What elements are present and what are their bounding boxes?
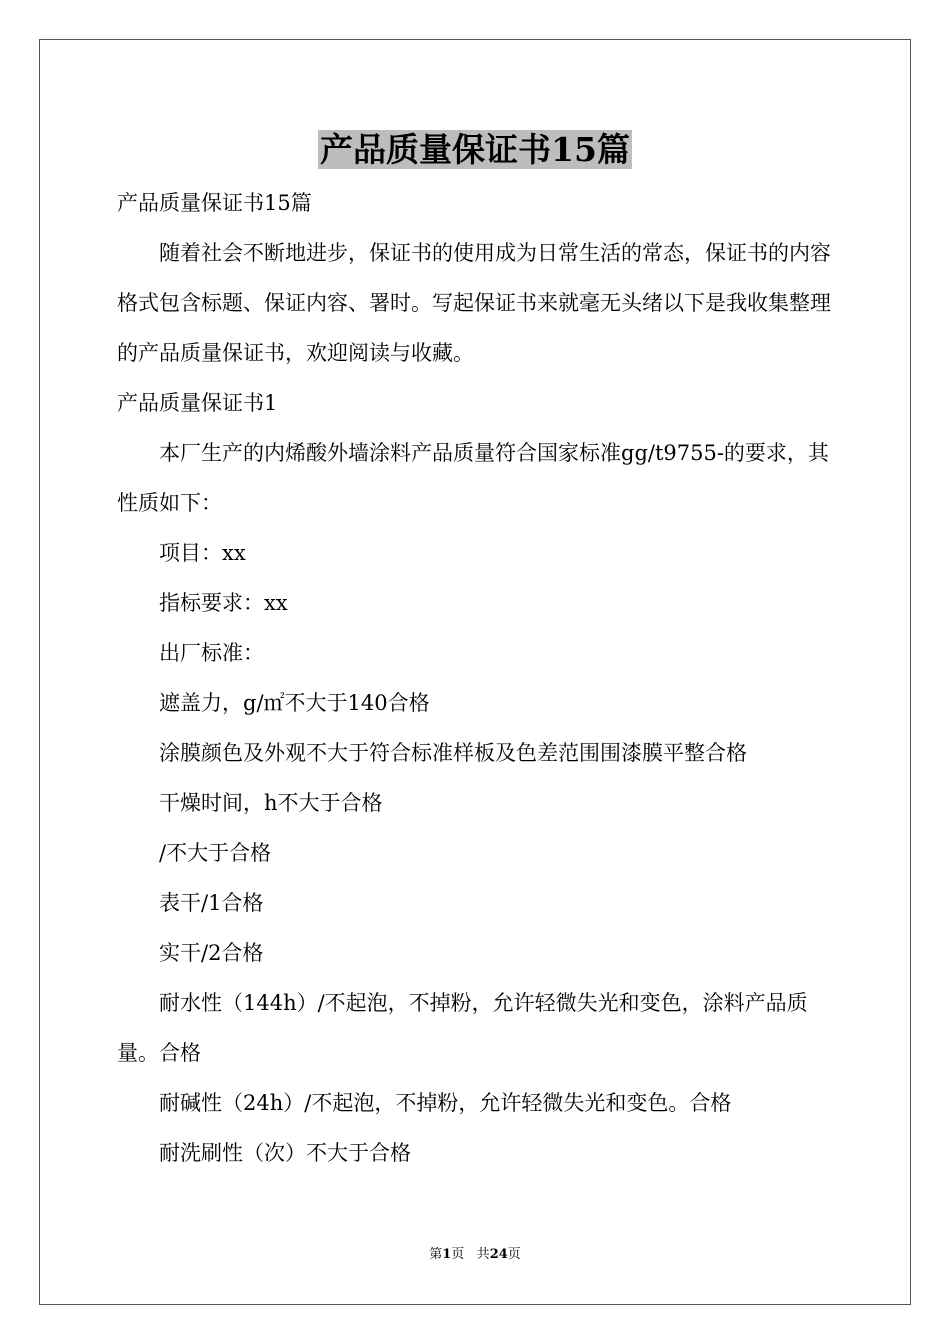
paragraph-14: 耐碱性（24h）/不起泡，不掉粉，允许轻微失光和变色。合格: [159, 1091, 732, 1115]
paragraph-4: 项目：xx: [159, 541, 246, 565]
paragraph-15: 耐洗刷性（次）不大于合格: [159, 1141, 411, 1165]
document-body: [117, 178, 837, 1178]
document-title: [0, 126, 950, 174]
total-suffix: 页: [507, 1247, 521, 1262]
paragraph-8: 涂膜颜色及外观不大于符合标准样板及色差范围围漆膜平整合格: [159, 741, 747, 765]
document-title-text: 产品质量保证书15篇: [320, 130, 630, 169]
page-footer: [0, 1245, 950, 1265]
paragraph-11: 表干/1合格: [159, 891, 264, 915]
paragraph-9: 干燥时间，h不大于合格: [159, 791, 383, 815]
paragraph-6: 出厂标准：: [159, 641, 264, 665]
page-suffix: 页: [451, 1247, 465, 1262]
paragraph-5: 指标要求：xx: [159, 591, 288, 615]
total-prefix: 共: [476, 1247, 490, 1262]
page-number: 1: [442, 1247, 452, 1262]
paragraph-3: 本厂生产的内烯酸外墙涂料产品质量符合国家标准gg/t9755-的要求，其性质如下：: [117, 441, 829, 515]
total-pages: 24: [489, 1247, 508, 1262]
paragraph-7: 遮盖力，g/㎡不大于140合格: [159, 691, 430, 715]
paragraph-10: /不大于合格: [159, 841, 272, 865]
paragraph-2: 产品质量保证书1: [117, 391, 278, 415]
page-prefix: 第: [429, 1247, 443, 1262]
paragraph-12: 实干/2合格: [159, 941, 264, 965]
paragraph-13: 耐水性（144h）/不起泡，不掉粉，允许轻微失光和变色，涂料产品质量。合格: [117, 991, 808, 1065]
paragraph-0: 产品质量保证书15篇: [117, 191, 312, 215]
paragraph-1: 随着社会不断地进步，保证书的使用成为日常生活的常态，保证书的内容格式包含标题、保证内容、署时。写起保证书来就毫无头绪以下是我收集整理的产品质量保证书，欢迎阅读与收藏。: [117, 241, 831, 365]
